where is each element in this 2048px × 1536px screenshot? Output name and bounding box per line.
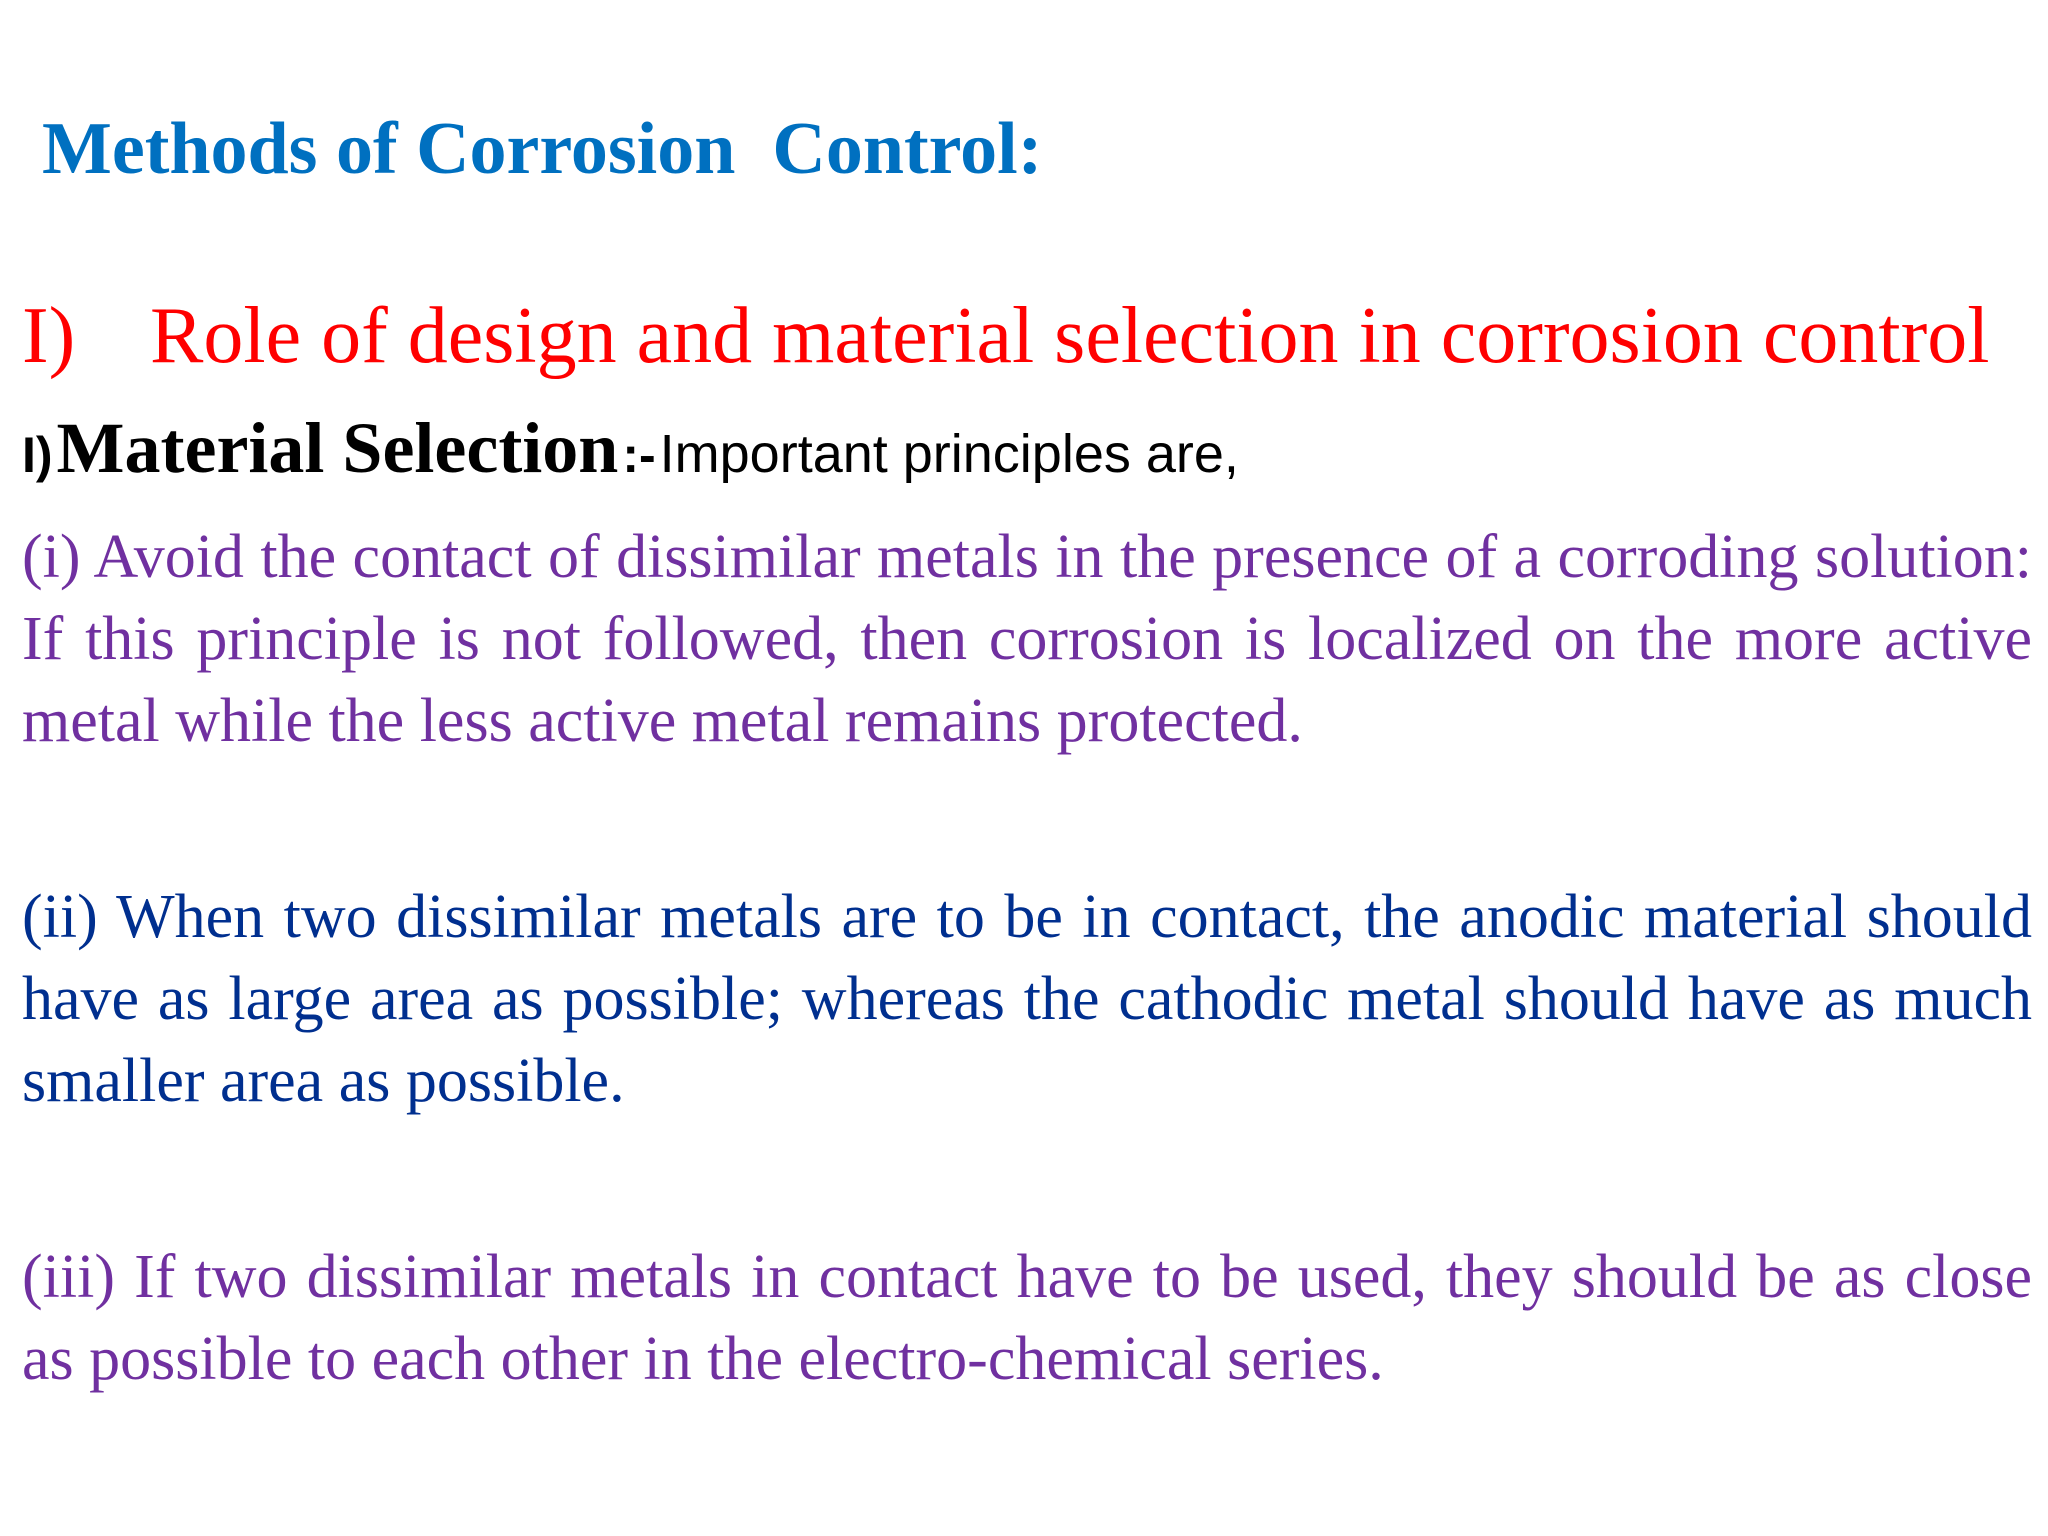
subheading-title: Material Selection <box>56 408 619 488</box>
section-heading-text: Role of design and material selection in corrosion control <box>150 292 1990 380</box>
principle-3: (iii) If two dissimilar metals in contact have to be used, they should be as close as possible to each other in the electro-chemical series. <box>22 1243 2032 1393</box>
subheading-text: Important principles are, <box>659 424 1239 484</box>
subheading <box>22 408 1239 488</box>
principle-1: (i) Avoid the contact of dissimilar metals in the presence of a corroding solution: If this principle is not followed, then corrosion is localized on the more active metal while the less active metal remains protected. <box>22 523 2032 755</box>
section-number: I) <box>22 292 76 380</box>
subheading-number: I) <box>22 427 53 483</box>
slide-title: Methods of Corrosion Control: <box>42 108 1043 190</box>
subheading-separator: :- <box>622 427 656 483</box>
section-heading <box>22 292 1990 380</box>
principle-2: (ii) When two dissimilar metals are to be in contact, the anodic material should have as large area as possible; whereas the cathodic metal should have as much smaller area as possible. <box>22 883 2032 1115</box>
